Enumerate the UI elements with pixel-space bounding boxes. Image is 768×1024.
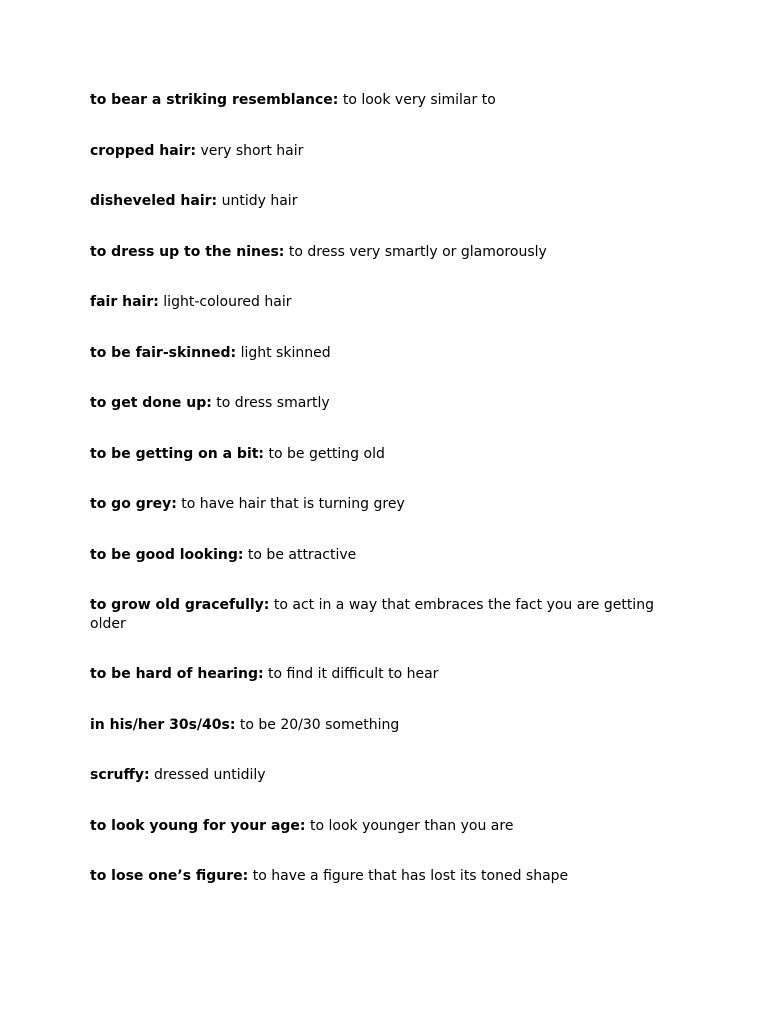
vocabulary-entry	[90, 394, 670, 413]
vocabulary-entry	[90, 243, 670, 262]
entry-term: to bear a striking resemblance:	[90, 92, 339, 108]
entry-term: scruffy:	[90, 767, 150, 783]
entry-definition: to find it difficult to hear	[268, 666, 439, 682]
entry-definition: untidy hair	[221, 193, 298, 209]
entry-definition: to dress very smartly or glamorously	[288, 243, 547, 260]
vocabulary-entry	[90, 344, 670, 363]
vocabulary-entry	[90, 716, 670, 735]
vocabulary-entry	[90, 495, 670, 514]
entry-definition: light skinned	[240, 344, 331, 361]
entry-term: to be getting on a bit:	[90, 445, 265, 462]
entry-definition: very short hair	[200, 142, 304, 159]
vocabulary-entry	[90, 293, 670, 312]
vocabulary-list	[90, 91, 670, 918]
entry-term: to get done up:	[90, 395, 212, 411]
entry-term: to grow old gracefully:	[90, 597, 270, 613]
entry-definition: to be 20/30 something	[239, 716, 400, 733]
entry-definition: to act in a way that embraces the fact you are getting older	[90, 597, 654, 632]
vocabulary-entry	[90, 867, 670, 886]
entry-term: in his/her 30s/40s:	[90, 716, 236, 733]
entry-term: disheveled hair:	[90, 193, 218, 209]
entry-term: to lose one’s figure:	[90, 868, 249, 884]
entry-definition: to be attractive	[247, 546, 357, 563]
vocabulary-entry	[90, 142, 670, 161]
entry-definition: to look very similar to	[342, 92, 496, 108]
vocabulary-entry	[90, 91, 670, 110]
entry-definition: to have a figure that has lost its toned shape	[252, 868, 569, 884]
vocabulary-entry	[90, 192, 670, 211]
entry-definition: dressed untidily	[154, 767, 266, 783]
entry-definition: to have hair that is turning grey	[181, 496, 405, 512]
entry-definition: to look younger than you are	[309, 817, 514, 834]
entry-term: cropped hair:	[90, 142, 196, 159]
vocabulary-entry	[90, 445, 670, 464]
entry-term: to be fair-skinned:	[90, 344, 237, 361]
entry-term: to be hard of hearing:	[90, 666, 264, 682]
vocabulary-entry	[90, 596, 670, 633]
entry-definition: to dress smartly	[216, 395, 330, 411]
entry-definition: light-coloured hair	[163, 294, 292, 310]
entry-term: to go grey:	[90, 496, 177, 512]
entry-term: to be good looking:	[90, 546, 244, 563]
entry-term: to dress up to the nines:	[90, 243, 285, 260]
entry-definition: to be getting old	[268, 445, 385, 462]
vocabulary-entry	[90, 546, 670, 565]
entry-term: to look young for your age:	[90, 817, 306, 834]
vocabulary-entry	[90, 766, 670, 785]
vocabulary-entry	[90, 817, 670, 836]
entry-term: fair hair:	[90, 294, 159, 310]
vocabulary-entry	[90, 665, 670, 684]
